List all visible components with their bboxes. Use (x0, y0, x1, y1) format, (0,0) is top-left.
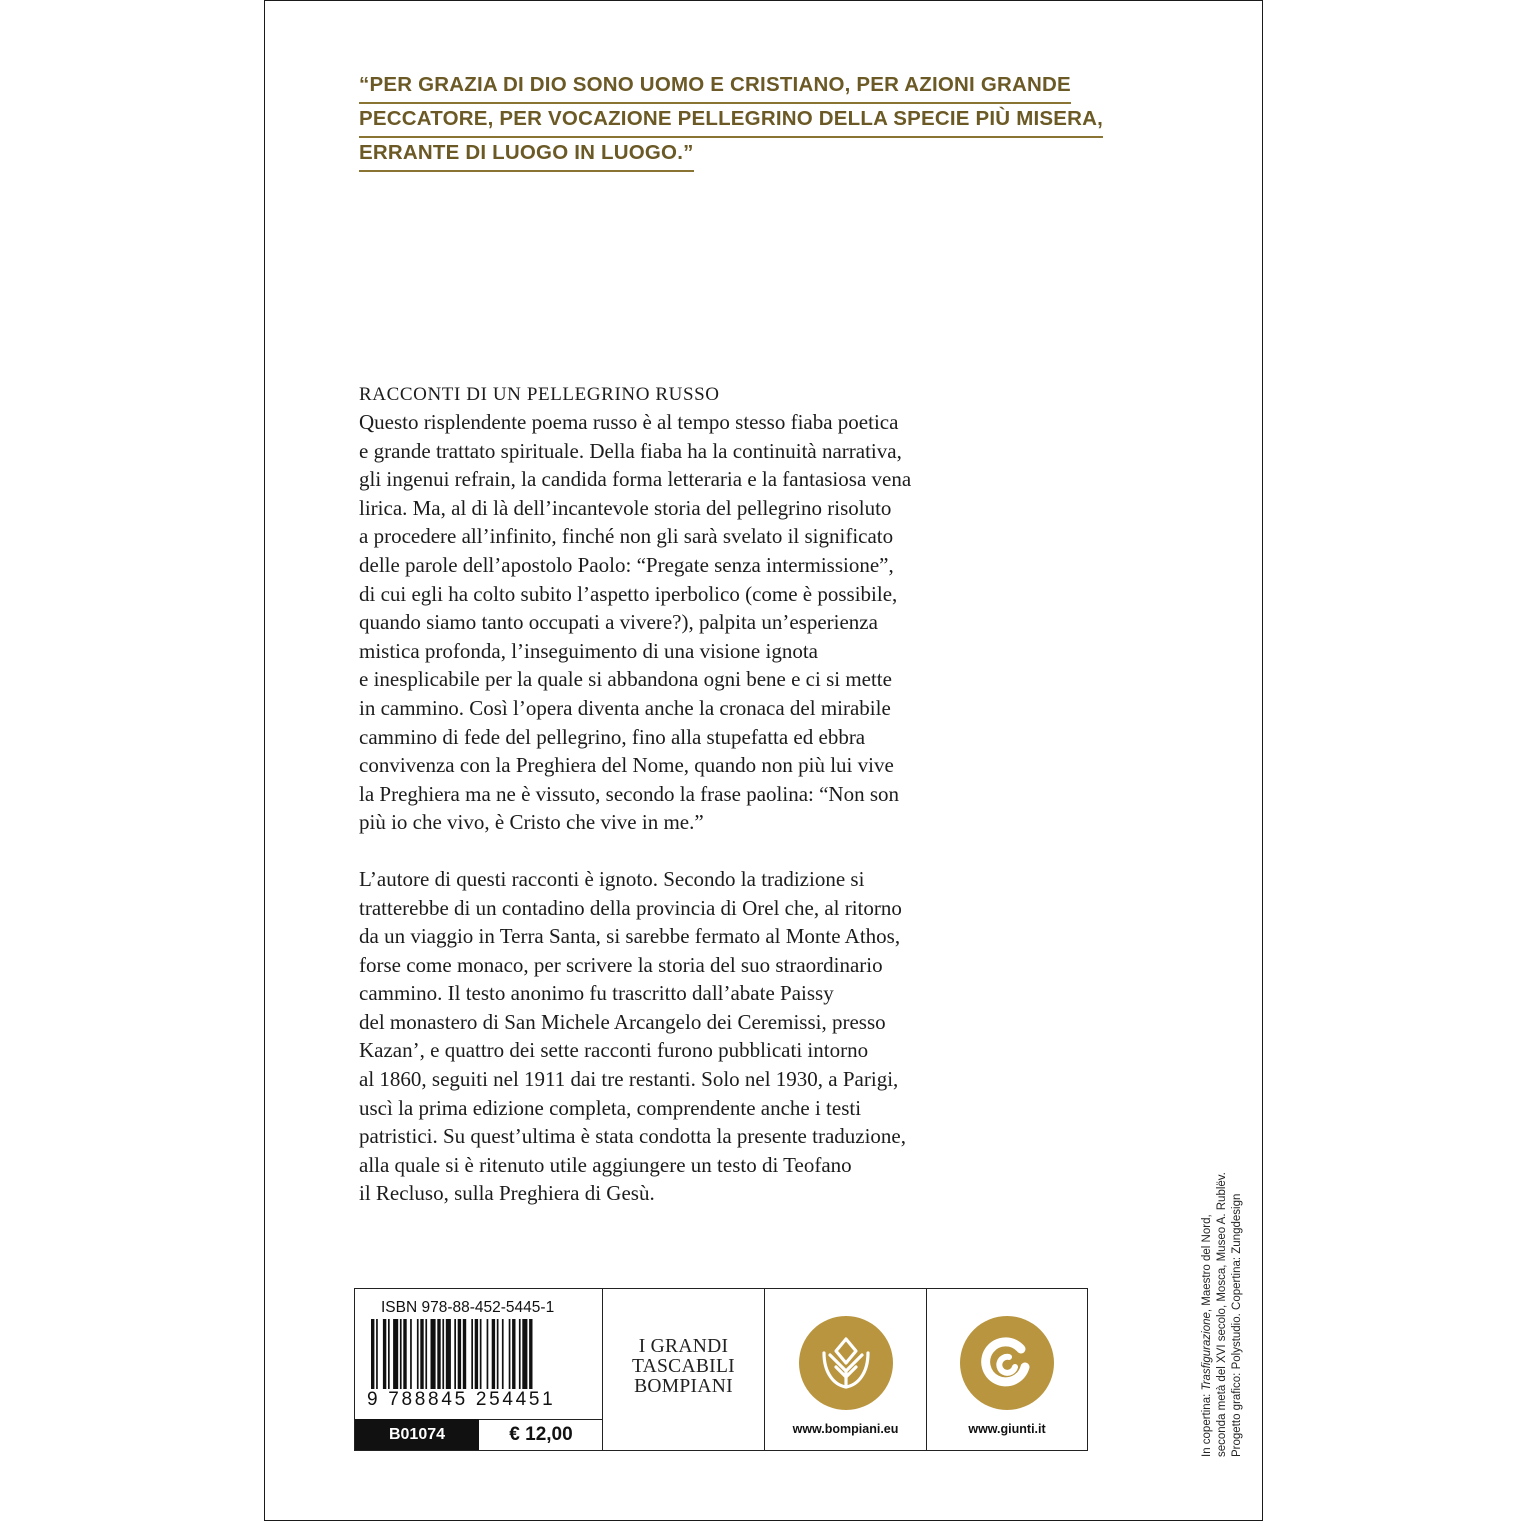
text-line: a procedere all’infinito, finché non gli sarà svelato il significato (359, 524, 894, 549)
barcode-bar (463, 1319, 466, 1389)
barcode-bar (376, 1319, 378, 1389)
giunti-url[interactable]: www.giunti.it (968, 1422, 1046, 1436)
credits-line-1: In copertina: Trasfigurazione, Maestro del Nord, (1201, 1214, 1213, 1457)
series-name: I GRANDI TASCABILI BOMPIANI (632, 1336, 735, 1397)
credits-line-3: Progetto grafico: Polystudio. Copertina: Zungdesign (1231, 1193, 1243, 1457)
text-line: quando siamo tanto occupati a vivere?), palpita un’esperienza (359, 610, 878, 635)
text-line: il Recluso, sulla Preghiera di Gesù. (359, 1181, 655, 1206)
text-line: convivenza con la Preghiera del Nome, quando non più lui vive (359, 753, 894, 778)
isbn: ISBN 978-88-452-5445-1 (381, 1299, 555, 1316)
barcode-bar (529, 1319, 532, 1389)
text-line: gli ingenui refrain, la candida forma letteraria e la fantasiosa vena (359, 467, 912, 492)
text-line: di cui egli ha colto subito l’aspetto iperbolico (come è possibile, (359, 581, 898, 606)
barcode-bar (400, 1319, 402, 1389)
bompiani-url[interactable]: www.bompiani.eu (792, 1422, 899, 1436)
giunti-cell (927, 1289, 1087, 1450)
bompiani-logo-icon (798, 1315, 894, 1411)
text-line: cammino. Il testo anonimo fu trascritto dall’abate Paissy (359, 981, 834, 1006)
quote-line: ERRANTE DI LUOGO IN LUOGO.” (359, 136, 694, 172)
barcode-bar (492, 1319, 495, 1389)
text-line: Kazan’, e quattro dei sette racconti furono pubblicati intorno (359, 1038, 869, 1063)
barcode-bar (497, 1319, 499, 1389)
barcode-bar (480, 1319, 482, 1389)
text-line: alla quale si è ritenuto utile aggiungere un testo di Teofano (359, 1152, 852, 1177)
barcode-bar (475, 1319, 478, 1389)
barcode-bar (454, 1319, 456, 1389)
description (359, 382, 1079, 1208)
text-line: e inesplicabile per la quale si abbandona ogni bene e ci si mette (359, 667, 892, 692)
text-line: del monastero di San Michele Arcangelo dei Ceremissi, presso (359, 1009, 886, 1034)
barcode-bar (410, 1319, 412, 1389)
text-line: più io che vivo, è Cristo che vive in me.” (359, 810, 704, 835)
bompiani-cell (765, 1289, 927, 1450)
cover-credits (1200, 1157, 1270, 1457)
text-line: la Preghiera ma ne è vissuto, secondo la frase paolina: “Non son (359, 781, 900, 806)
credits-line-2: seconda metà del XVI secolo, Mosca, Museo A. Rublëv. (1216, 1172, 1228, 1457)
barcode-bar (446, 1319, 451, 1389)
text-line: forse come monaco, per scrivere la storia del suo straordinario (359, 952, 883, 977)
product-info-box (354, 1288, 1088, 1451)
text-line: in cammino. Così l’opera diventa anche la cronaca del mirabile (359, 695, 891, 720)
text-line: da un viaggio in Terra Santa, si sarebbe fermato al Monte Athos, (359, 924, 901, 949)
text-line: patristici. Su quest’ultima è stata condotta la presente traduzione, (359, 1124, 906, 1149)
barcode-bar (437, 1319, 440, 1389)
barcode-bar (487, 1319, 489, 1389)
barcode-bar (420, 1319, 423, 1389)
paragraph-1 (359, 408, 1079, 837)
barcode (367, 1319, 595, 1389)
barcode-bar (388, 1319, 390, 1389)
barcode-bar (403, 1319, 406, 1389)
text-line: al 1860, seguiti nel 1911 dai tre restanti. Solo nel 1930, a Parigi, (359, 1067, 899, 1092)
barcode-bar (509, 1319, 511, 1389)
barcode-bar (425, 1319, 427, 1389)
text-line: delle parole dell’apostolo Paolo: “Pregate senza intermissione”, (359, 552, 894, 577)
barcode-bar (417, 1319, 419, 1389)
barcode-bar (512, 1319, 515, 1389)
series-cell (603, 1289, 765, 1450)
pull-quote (359, 68, 1104, 170)
text-line: cammino di fede del pellegrino, fino alla stupefatta ed ebbra (359, 724, 866, 749)
ean-number: 9 788845 254451 (367, 1389, 556, 1410)
quote-line: “PER GRAZIA DI DIO SONO UOMO E CRISTIANO, PER AZIONI GRANDE (359, 68, 1071, 104)
text-line: mistica profonda, l’inseguimento di una visione ignota (359, 638, 818, 663)
text-line: e grande trattato spirituale. Della fiaba ha la continuità narrativa, (359, 438, 902, 463)
text-line: uscì la prima edizione completa, comprendente anche i testi (359, 1095, 862, 1120)
barcode-bar (502, 1319, 504, 1389)
product-code: B01074 (355, 1419, 479, 1450)
text-line: Questo risplendente poema russo è al tempo stesso fiaba poetica (359, 410, 899, 434)
barcode-bar (519, 1319, 521, 1389)
quote-line: PECCATORE, PER VOCAZIONE PELLEGRINO DELLA SPECIE PIÙ MISERA, (359, 102, 1103, 138)
barcode-bar (383, 1319, 386, 1389)
barcode-bar (458, 1319, 461, 1389)
barcode-bar (393, 1319, 398, 1389)
book-title: RACCONTI DI UN PELLEGRINO RUSSO (359, 384, 720, 405)
barcode-bar (442, 1319, 444, 1389)
text-line: lirica. Ma, al di là dell’incantevole storia del pellegrino risoluto (359, 495, 892, 520)
barcode-bar (522, 1319, 527, 1389)
barcode-bar (371, 1319, 374, 1389)
barcode-bar (471, 1319, 473, 1389)
barcode-bar (431, 1319, 436, 1389)
text-line: L’autore di questi racconti è ignoto. Secondo la tradizione si (359, 866, 865, 891)
price: € 12,00 (479, 1419, 603, 1450)
barcode-cell (355, 1289, 603, 1450)
paragraph-2 (359, 865, 1079, 1208)
giunti-logo-icon (959, 1315, 1055, 1411)
text-line: tratterebbe di un contadino della provincia di Orel che, al ritorno (359, 895, 902, 920)
